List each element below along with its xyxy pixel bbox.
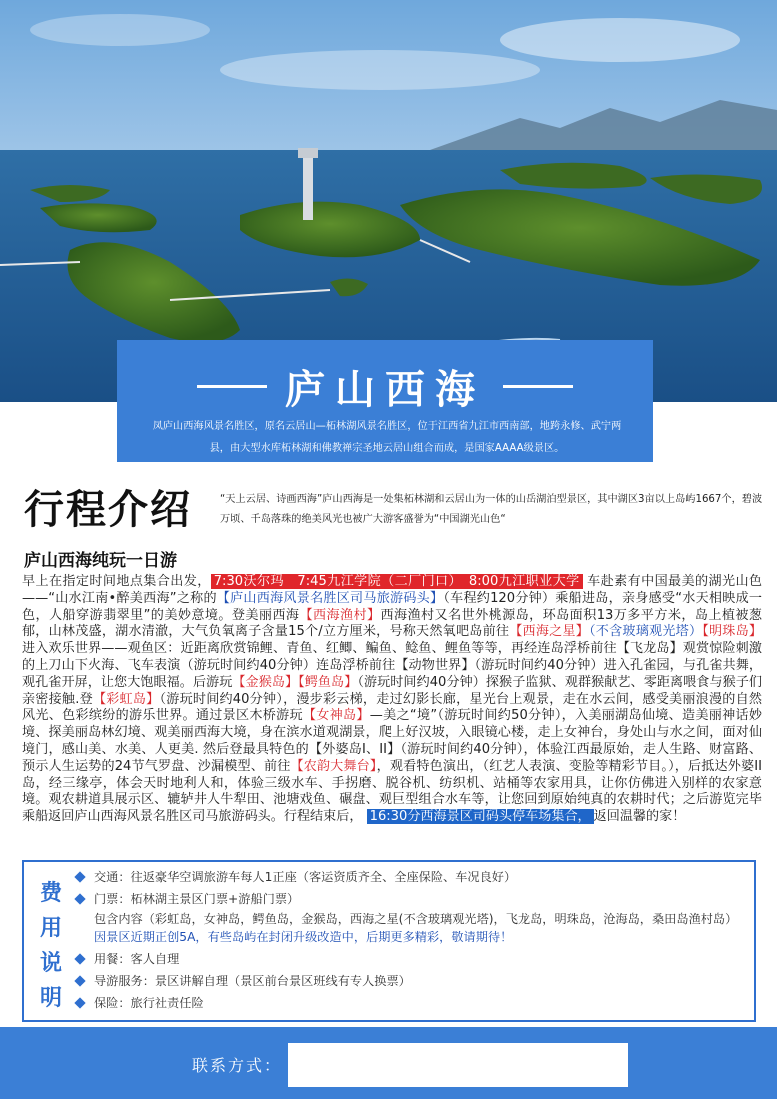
title-dash-left [197, 385, 267, 388]
fee-section [22, 860, 756, 1022]
title-row [117, 358, 653, 414]
spot-stage: 【农韵大舞台】 [290, 758, 377, 774]
spot-rainbow-island: 【彩虹岛】 [92, 691, 160, 707]
fee-text: 导游服务：景区讲解自理（景区前台景区班线有专人换票） [94, 974, 411, 988]
title-dash-right [503, 385, 573, 388]
itin-text: （游玩时间约40分钟），漫步彩云梯，走过幻影长廊，星光台上观景，走在水云间，感受美丽浪漫的自然风光、色彩缤纷的游乐世界。通过景区木桥游玩 [22, 691, 763, 724]
fee-ticket-detail [72, 910, 744, 946]
spot-monkey-crocodile: 【金猴岛】【鳄鱼岛】 [232, 674, 358, 690]
pier-name: 【庐山西海风景名胜区司马旅游码头】 [216, 590, 444, 606]
intro-paragraph: 凤庐山西海风景名胜区，原名云居山—柘林湖风景名胜区，位于江西省九江市西南部，地跨永修、武宁两县，由大型水库柘林湖和佛教禅宗圣地云居山组合而成，是国家AAAA级景区。 [152, 421, 622, 454]
itin-text: —美之“境”（游玩时间约50分钟），入美丽湖岛仙境、造美丽神话妙境、探美丽岛林幻境、观美丽西海大境，身在滨水道观湖景，爬上好汉坡，入眼镜心楼，走上女神台，身处山与水之间，面对仙境门，感山美、水美、人更美. 然后登最具特色的【外婆岛I、II】（游玩时间约40分钟），体验江西最原始，走人生路、财富路、预示人生运势的24节气罗盘、沙漏模型、前往 [22, 708, 763, 774]
tour-title: 庐山西海纯玩一日游 [24, 551, 177, 571]
spot-pearl-island: 【明珠岛】 [702, 624, 763, 640]
section-description: “天上云居、诗画西海”庐山西海是一处集柘林湖和云居山为一体的山岳湖泊型景区，其中湖区3亩以上岛屿1667个，碧波万顷、千岛落珠的绝美风光也被广大游客盛誉为“中国湖光山色“ [220, 494, 763, 525]
page-title: 庐山西海 [285, 366, 485, 413]
contact-label: 联系方式： [192, 1056, 283, 1075]
fee-list [72, 868, 744, 1016]
fee-item-ticket [72, 890, 744, 908]
spot-fishing-village: 【西海渔村】 [299, 607, 381, 623]
fee-label [34, 876, 68, 1016]
itin-text: （游玩时间约40分钟）探猴子监狱、观群猴献艺、零距离喂食与猴子们亲密接触.登 [22, 674, 762, 707]
itin-text: （车程约120分钟）乘船进岛，亲身感受“水天相映成一色，人船穿游翡翠里”的美妙意境。登美丽西海 [22, 590, 762, 623]
diamond-bullet-icon [74, 871, 85, 882]
spot-note: （不含玻璃观光塔） [589, 624, 703, 640]
itin-text: 返回温馨的家！ [593, 809, 686, 825]
diamond-bullet-icon [74, 975, 85, 986]
spot-goddess-island: 【女神岛】 [302, 708, 370, 724]
itin-text: 车赴素有中国最美的湖光山色——“山水江南•醉美西海”之称的 [22, 574, 763, 606]
fee-text: 包含内容（彩虹岛，女神岛，鳄鱼岛，金猴岛，西海之星(不含玻璃观光塔)，飞龙岛，明珠岛，沧海岛，桑田岛渔村岛） [94, 912, 738, 926]
title-banner [117, 340, 653, 462]
diamond-bullet-icon [74, 997, 85, 1008]
diamond-bullet-icon [74, 953, 85, 964]
departure-times: 7:30沃尔玛 7:45九江学院（二厂门口） 8:00九江职业大学 [211, 574, 583, 589]
fee-label-char: 用 [39, 916, 62, 941]
fee-item-transport [72, 868, 744, 886]
section-title: 行程介绍 [24, 487, 192, 533]
itin-text: 西海渔村又名世外桃源岛，环岛面积13万多平方米，岛上植被葱郁，山林茂盛，湖水清澈，大气负氧离子含量15个/立方厘米，号称天然氧吧岛前往 [22, 607, 762, 640]
spot-west-sea-star: 【西海之星】 [509, 624, 590, 640]
itin-text: 早上在指定时间地点集合出发， [22, 574, 211, 589]
itin-text: 进入欢乐世界——观鱼区：近距离欣赏锦鲤、青鱼、红鲫、鳊鱼、鲶鱼、鲤鱼等等，再经连岛浮桥前往【飞龙岛】观赏惊险刺激的上刀山下火海、飞车表演（游玩时间约40分钟）连岛浮桥前往【动物世界】（游玩时间约40分钟）进入孔雀园，与孔雀共舞，观孔雀开屏，让您大饱眼福。后游玩 [22, 641, 762, 690]
fee-note: 因景区近期正创5A，有些岛屿在封闭升级改造中，后期更多精彩，敬请期待！ [94, 930, 513, 944]
itin-text: ，观看特色演出，（红艺人表演、变脸等精彩节目。），后抵达外婆II岛，经三缘亭，体会天时地利人和，体验三级水车、手拐磨、脱谷机、纺织机、站桶等农家用具，让你仿佛进入别样的农家意境。观农耕道具展示区、辘轳井人牛犁田、池塘戏鱼、碾盘、观巨型组合水车等，让您回到原始纯真的农耕时代；之后游览完毕乘船返回庐山西海风景名胜区司马旅游码头。行程结束后， [22, 758, 762, 825]
itinerary-heading [24, 478, 764, 538]
contact-footer [0, 1027, 777, 1099]
fee-text: 交通：往返豪华空调旅游车每人1正座（客运资质齐全、全座保险、车况良好） [94, 870, 517, 884]
fee-text: 保险：旅行社责任险 [94, 996, 204, 1010]
fee-label-char: 明 [39, 986, 62, 1011]
fee-text: 用餐：客人自理 [94, 952, 180, 966]
fee-label-char: 说 [39, 951, 62, 976]
itinerary-body [22, 574, 762, 826]
fee-item-meal [72, 950, 744, 968]
diamond-bullet-icon [74, 893, 85, 904]
fee-label-char: 费 [39, 881, 62, 906]
contact-field[interactable] [288, 1043, 628, 1087]
fee-text: 门票：柘林湖主景区门票+游船门票） [94, 892, 300, 906]
fee-item-insurance [72, 994, 744, 1012]
fee-item-guide [72, 972, 744, 990]
return-time: 16:30分西海景区司码头停车场集合， [367, 809, 594, 824]
